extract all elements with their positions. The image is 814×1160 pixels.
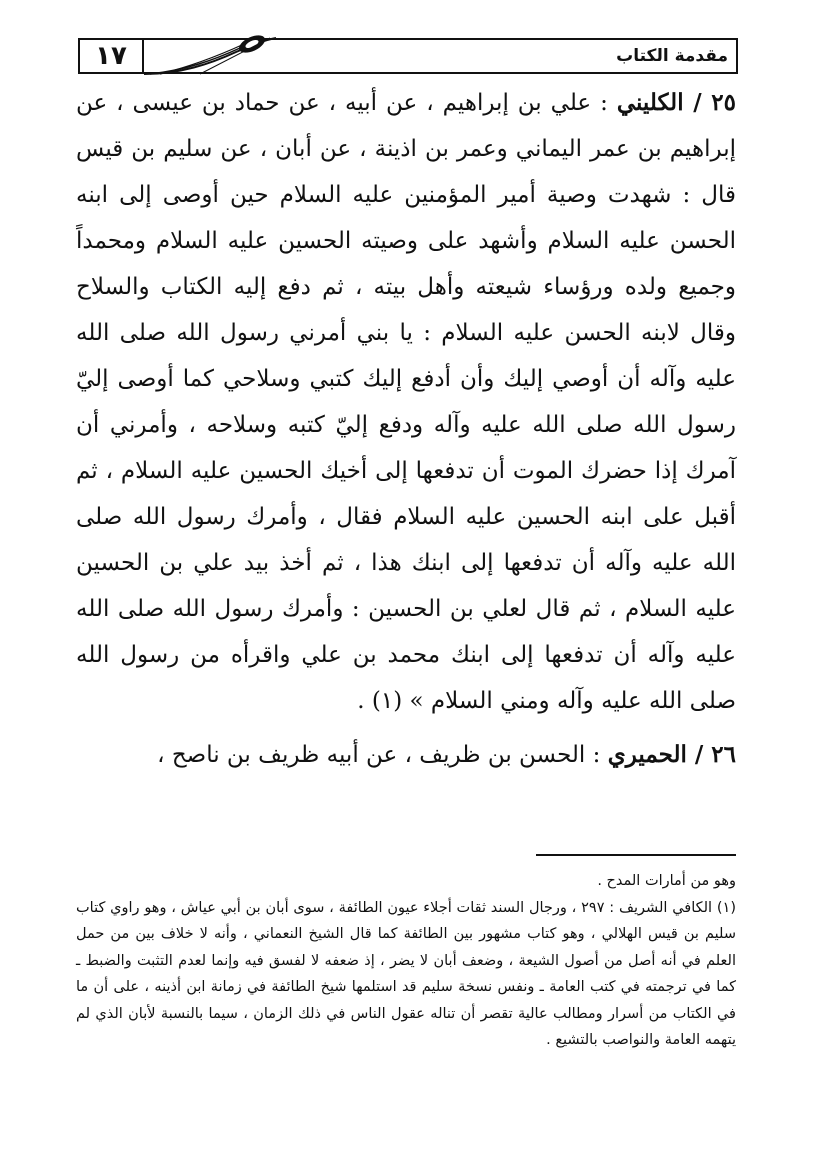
footnote-divider [536, 854, 736, 856]
footnote-1: (١) الكافي الشريف : ٢٩٧ ، ورجال السند ثقات أجلاء عيون الطائفة ، سوى أبان بن أبي عياش ، وهو راوي كتاب سليم بن قيس الهلالي ، وهو كتاب مشهور بين الطائفة كما قال الشيخ النعماني ، وأنه لا خلاف بين من حمل العلم في أنه أصل من أصول الشيعة ، وضعف أبان لا يضر ، إذ ضعفه لا لفسق فيه وإنما لعدم التثبت والضبط ـ كما في ترجمته في كتب العامة ـ ونفس نسخة سليم قد استلمها شيخ الطائفة في زمانة ابن أذينه ، على أن ما في الكتاب من أسرار ومطالب عالية تقصر أن تناله عقول الناس في ذلك الزمان ، سيما بالنسبة لأبان الذي لم يتهمه العامة والنواصب بالتشيع . [76, 899, 736, 1048]
entry-body: : الحسن بن ظريف ، عن أبيه ظريف بن ناصح ، [157, 742, 601, 768]
running-title: مقدمة الكتاب [616, 46, 728, 66]
entry-number-label: ٢٦ / الحميري [607, 741, 736, 768]
main-text [76, 80, 736, 778]
footnotes [76, 868, 736, 1054]
hadith-entry-25 [76, 80, 736, 724]
footnote-carryover: وهو من أمارات المدح . [597, 873, 736, 889]
page-number: ١٧ [80, 40, 144, 72]
hadith-entry-26 [76, 732, 736, 778]
ornament-icon [140, 34, 280, 78]
entry-body: : علي بن إبراهيم ، عن أبيه ، عن حماد بن عيسى ، عن إبراهيم بن عمر اليماني وعمر بن اذينة ، عن أبان ، عن سليم بن قيس قال : شهدت وصية أمير المؤمنين عليه السلام حين أوصى إلى ابنه الحسن عليه السلام وأشهد على وصيته الحسين عليه السلام ومحمداً وجميع ولده ورؤساء شيعته وأهل بيته ، ثم دفع إليه الكتاب والسلاح وقال لابنه الحسن عليه السلام : يا بني أمرني رسول الله صلى الله عليه وآله أن أوصي إليك وأن أدفع إليك كتبي وسلاحي كما أوصى إليّ رسول الله صلى الله عليه وآله ودفع إليّ كتبه وسلاحه ، وأمرني أن آمرك إذا حضرك الموت أن تدفعها إلى أخيك الحسين عليه السلام ، ثم أقبل على ابنه الحسين عليه السلام فقال ، وأمرك رسول الله صلى الله عليه وآله أن تدفعها إلى ابنك هذا ، ثم أخذ بيد علي بن الحسين عليه السلام ، ثم قال لعلي بن الحسين : وأمرك رسول الله صلى الله عليه وآله أن تدفعها إلى ابنك محمد بن علي واقرأه من رسول الله صلى الله عليه وآله ومني السلام » (١) . [76, 90, 736, 714]
page-header [78, 38, 738, 74]
entry-number-label: ٢٥ / الكليني [616, 89, 736, 116]
